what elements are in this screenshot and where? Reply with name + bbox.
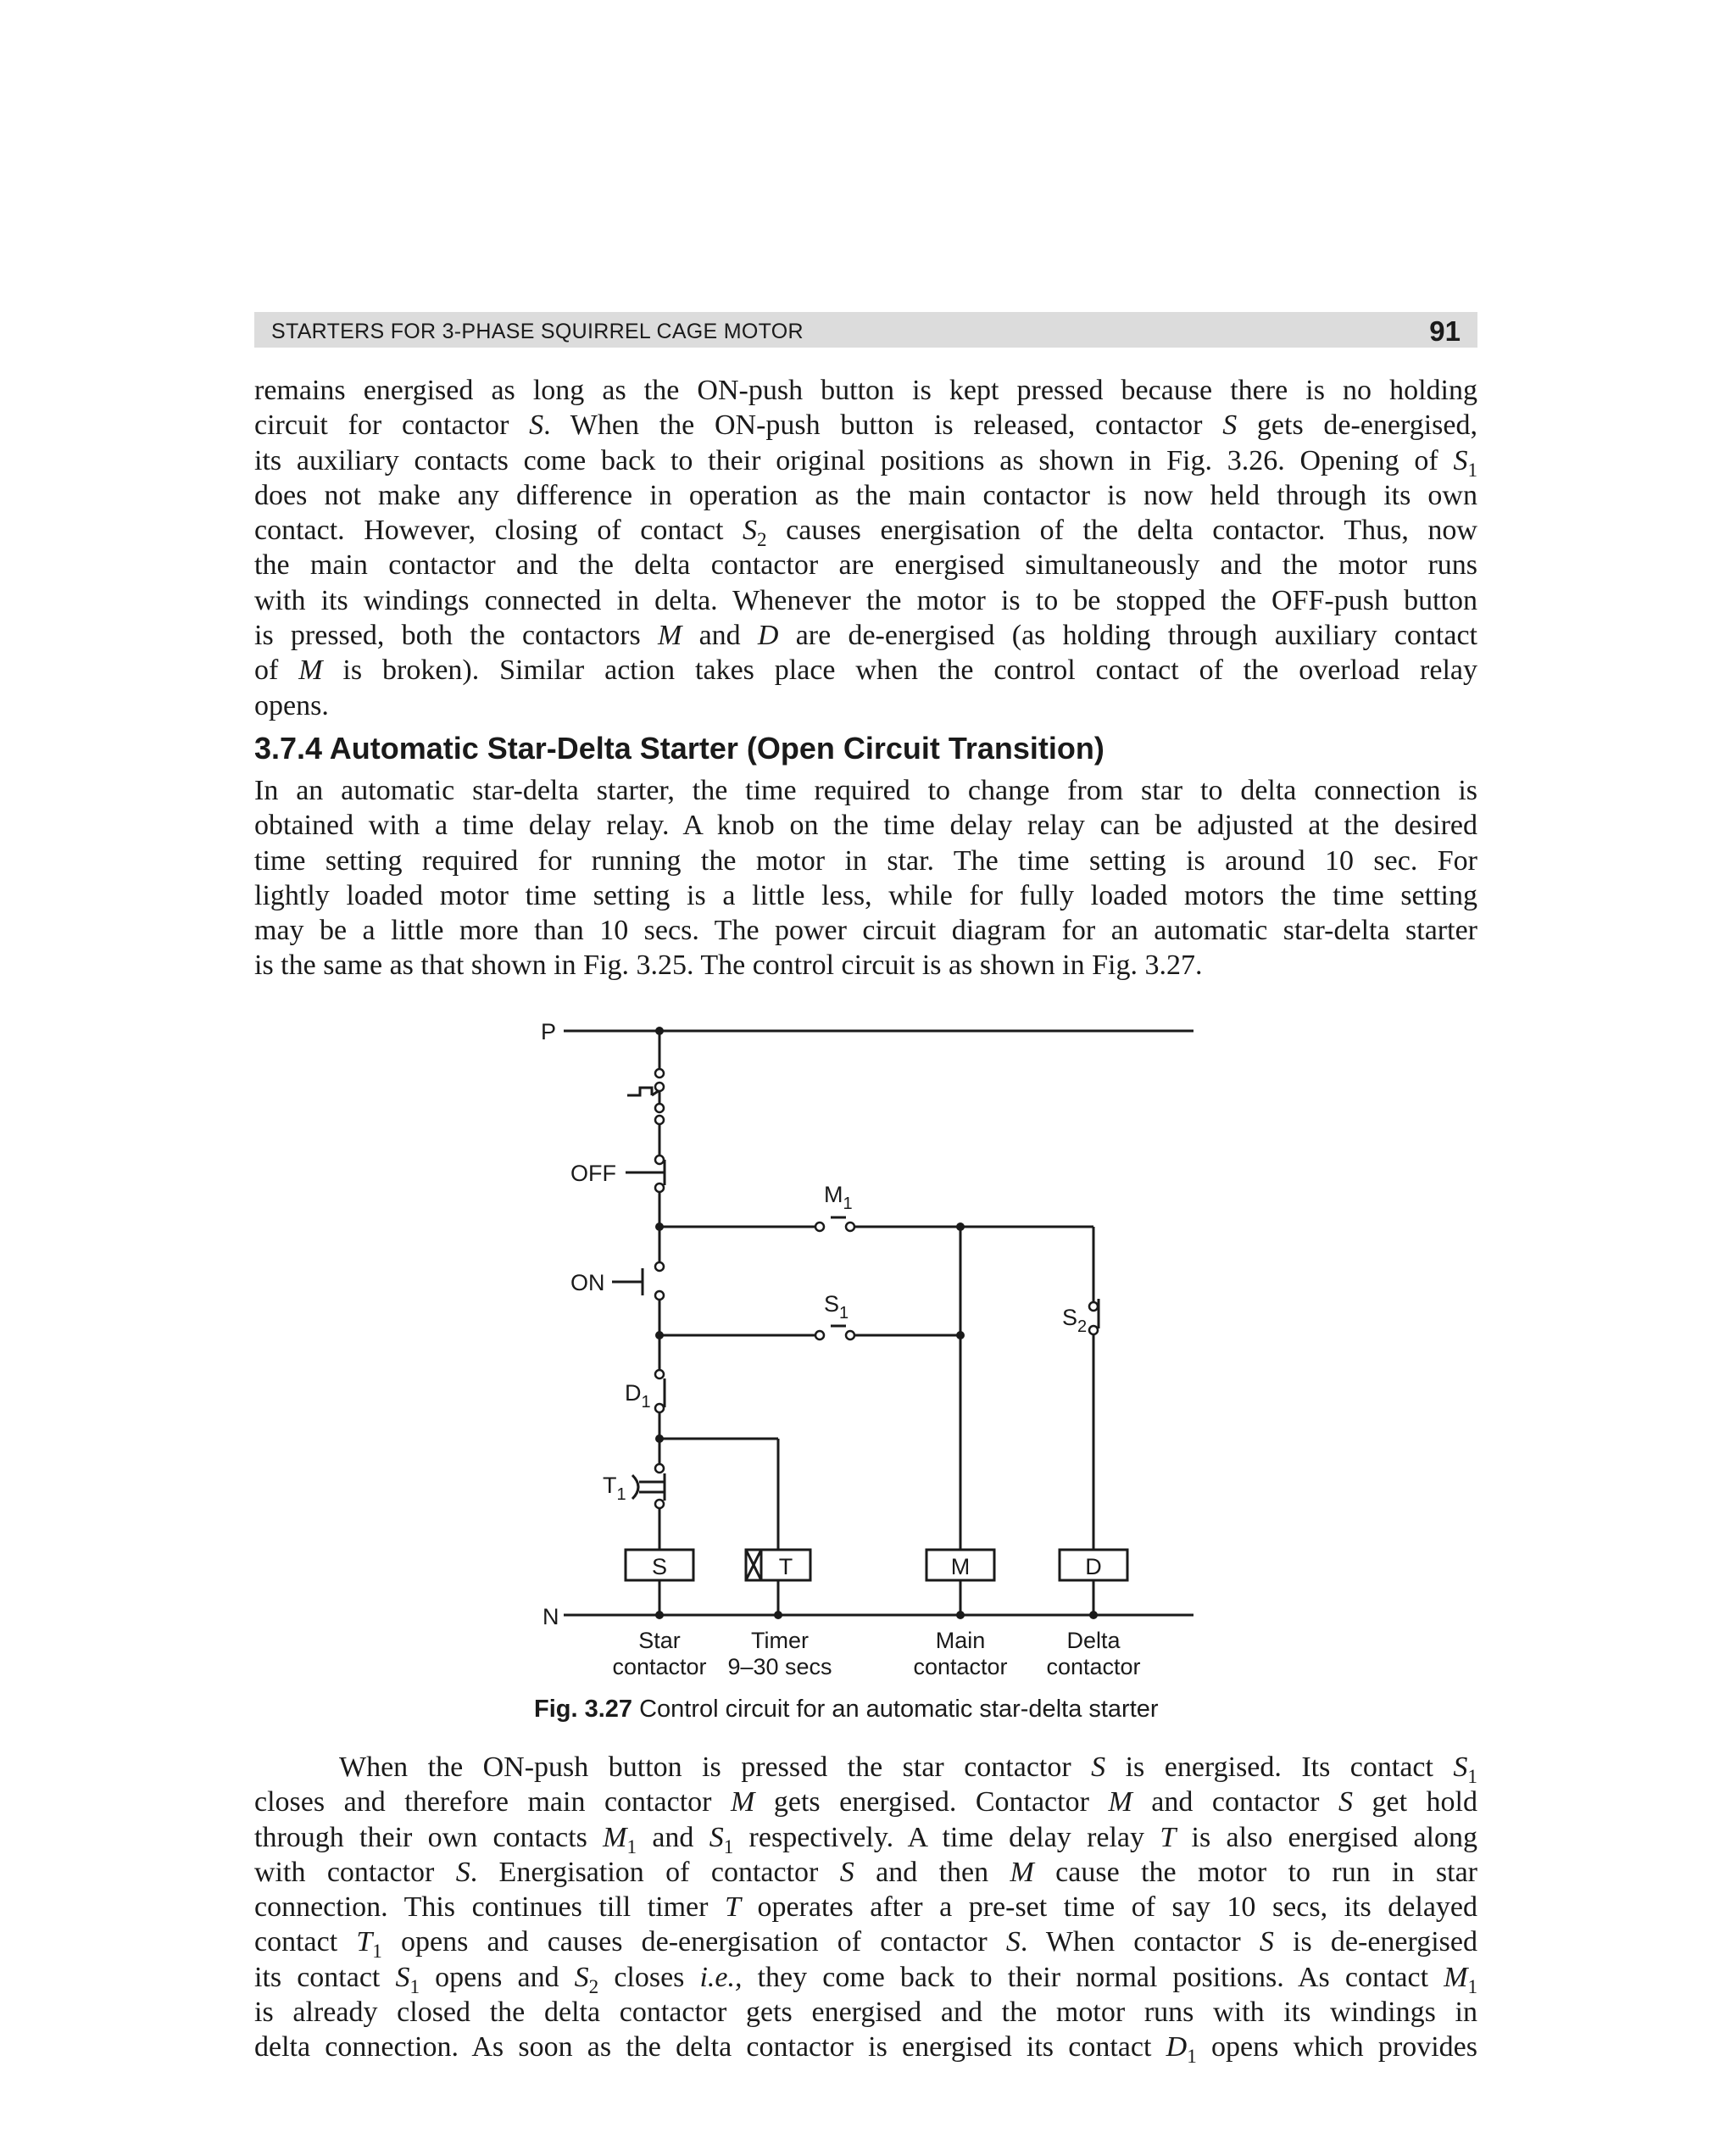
- star-label-2: contactor: [612, 1654, 707, 1679]
- text-line: through their own contacts $M_1$ and $S_1$ respectively. A time delay relay T is also energised along: [254, 1821, 1477, 1858]
- text-line: of M is broken). Similar action takes place when the control contact of the overload relay: [254, 654, 1477, 687]
- text-line: obtained with a time delay relay. A knob on the time delay relay can be adjusted at the desired: [254, 810, 1477, 842]
- running-header-title: STARTERS FOR 3-PHASE SQUIRREL CAGE MOTOR: [271, 320, 804, 343]
- label-s1: $S_1$: [824, 1291, 849, 1323]
- delta-label-1: Delta: [1066, 1628, 1121, 1653]
- coil-d-label: D: [1085, 1554, 1102, 1579]
- text-line: the main contactor and the delta contactor are energised simultaneously and the motor runs: [254, 549, 1477, 582]
- coil-t-label: T: [778, 1554, 793, 1579]
- text-line: delta connection. As soon as the delta contactor is energised its contact $D_1$ opens which provides: [254, 2031, 1477, 2069]
- text-line: does not make any difference in operation as the main contactor is now held through its own: [254, 479, 1477, 511]
- text-line: circuit for contactor S. When the ON-push button is released, contactor S gets de-energised,: [254, 409, 1478, 442]
- figure-caption: Fig. 3.27 Control circuit for an automatic star-delta starter: [534, 1696, 1159, 1723]
- label-on: ON: [570, 1270, 605, 1295]
- page-number: 91: [1429, 315, 1461, 347]
- coil-m-label: M: [950, 1554, 971, 1579]
- text-line: is the same as that shown in Fig. 3.25. The control circuit is as shown in Fig. 3.27.: [254, 950, 1203, 982]
- overload-symbol: [627, 1088, 652, 1095]
- label-off: OFF: [570, 1161, 616, 1186]
- text-line: is already closed the delta contactor gets energised and the motor runs with its windings in: [254, 1997, 1477, 2029]
- text-line: time setting required for running the motor in star. The time setting is around 10 sec. For: [254, 844, 1477, 877]
- label-p: P: [541, 1019, 557, 1044]
- junction-dot: [655, 1027, 664, 1035]
- text-line: lightly loaded motor time setting is a little less, while for fully loaded motors the time setting: [254, 879, 1477, 911]
- text-line: opens.: [254, 689, 329, 721]
- timer-label-1: Timer: [751, 1628, 809, 1653]
- timer-label-2: 9–30 secs: [727, 1654, 832, 1679]
- t1-delay-arc: [632, 1475, 638, 1499]
- label-s2: $S_2$: [1062, 1305, 1088, 1336]
- paragraph-3: [254, 1750, 1478, 2069]
- main-label-1: Main: [935, 1628, 986, 1653]
- star-label-1: Star: [638, 1628, 681, 1653]
- delta-label-2: contactor: [1046, 1654, 1141, 1679]
- main-label-2: contactor: [913, 1654, 1008, 1679]
- text-line: may be a little more than 10 secs. The power circuit diagram for an automatic star-delta starter: [254, 915, 1477, 947]
- label-t1: $T_1$: [603, 1473, 626, 1504]
- label-d1: $D_1$: [625, 1380, 651, 1412]
- text-line: contact $T_1$ opens and causes de-energisation of contactor S. When contactor S is de-energised: [254, 1926, 1477, 1963]
- text-line: with contactor S. Energisation of contactor S and then M cause the motor to run in star: [254, 1856, 1477, 1888]
- section-heading: 3.7.4 Automatic Star-Delta Starter (Open Circuit Transition): [254, 731, 1104, 766]
- text-line: When the ON-push button is pressed the star contactor S is energised. Its contact $S_1$: [339, 1752, 1477, 1789]
- text-line: is pressed, both the contactors M and D are de-energised (as holding through auxiliary contact: [254, 620, 1477, 652]
- text-line: contact. However, closing of contact $S_2$ causes energisation of the delta contactor. Thus, now: [254, 515, 1477, 552]
- text-line: closes and therefore main contactor M gets energised. Contactor M and contactor S get hold: [254, 1786, 1477, 1818]
- text-line: connection. This continues till timer T operates after a pre-set time of say 10 secs, its delayed: [254, 1891, 1478, 1924]
- label-n: N: [542, 1604, 559, 1629]
- contact-terminal: [655, 1069, 664, 1078]
- text-line: its contact $S_1$ opens and $S_2$ closes i.e., they come back to their normal positions. As contact $M_1$: [254, 1961, 1477, 1998]
- label-m1: $M_1$: [824, 1182, 853, 1213]
- text-line: remains energised as long as the ON-push button is kept pressed because there is no holding: [254, 375, 1477, 406]
- text-line: with its windings connected in delta. Whenever the motor is to be stopped the OFF-push button: [254, 584, 1477, 616]
- coil-s-label: S: [651, 1554, 668, 1579]
- text-line: its auxiliary contacts come back to their original positions as shown in Fig. 3.26. Opening of $S_1$: [254, 444, 1477, 482]
- text-line: In an automatic star-delta starter, the time required to change from star to delta connection is: [254, 775, 1477, 806]
